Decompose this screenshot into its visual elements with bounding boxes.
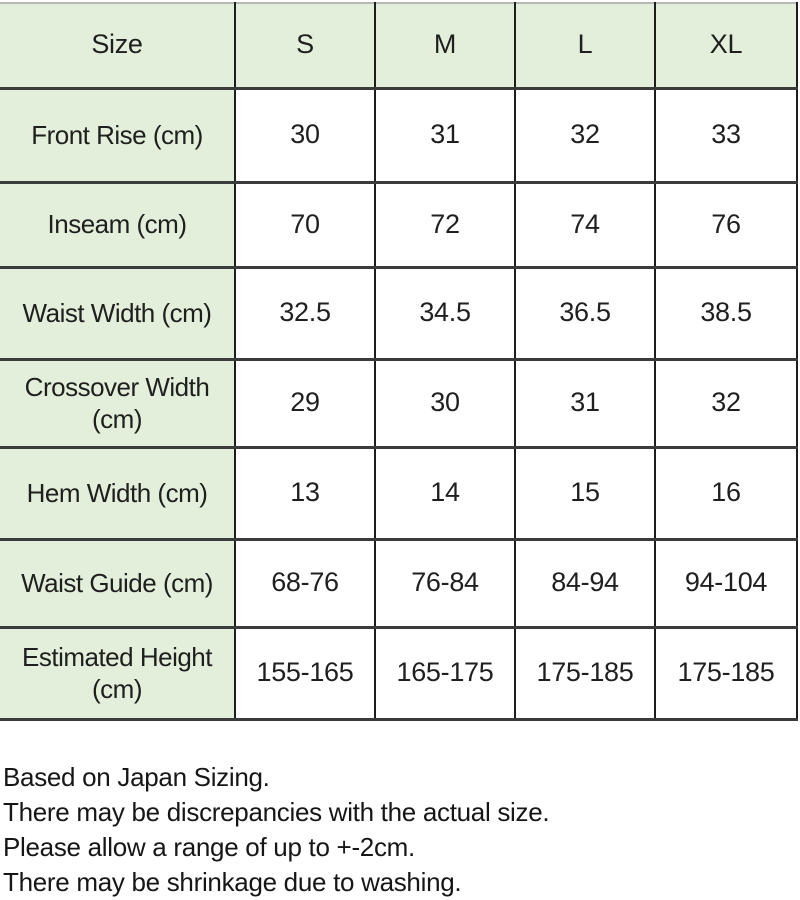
table-row-inseam	[0, 182, 797, 267]
table-cell: 74	[515, 182, 655, 267]
table-cell: 16	[655, 447, 797, 539]
table-cell: 36.5	[515, 267, 655, 359]
table-cell: 32	[655, 359, 797, 447]
row-header-waist-guide: Waist Guide (cm)	[0, 539, 235, 627]
row-header-hem-width: Hem Width (cm)	[0, 447, 235, 539]
table-cell: 94-104	[655, 539, 797, 627]
row-header-inseam: Inseam (cm)	[0, 182, 235, 267]
note-line-shrinkage: There may be shrinkage due to washing.	[3, 867, 462, 897]
table-cell: 155-165	[235, 627, 375, 719]
table-cell: 34.5	[375, 267, 515, 359]
table-cell: 175-185	[655, 627, 797, 719]
table-cell: 165-175	[375, 627, 515, 719]
table-cell: 76-84	[375, 539, 515, 627]
table-cell: 38.5	[655, 267, 797, 359]
size-chart-table	[0, 2, 798, 721]
table-cell: 31	[375, 88, 515, 182]
table-cell: 30	[375, 359, 515, 447]
note-line-discrepancies: There may be discrepancies with the actual size.	[3, 797, 550, 827]
row-header-waist-width: Waist Width (cm)	[0, 267, 235, 359]
column-header-m: M	[375, 3, 515, 88]
table-cell: 14	[375, 447, 515, 539]
row-header-front-rise: Front Rise (cm)	[0, 88, 235, 182]
table-cell: 15	[515, 447, 655, 539]
table-cell: 13	[235, 447, 375, 539]
row-header-estimated-height: Estimated Height (cm)	[0, 627, 235, 719]
column-header-size: Size	[0, 3, 235, 88]
table-cell: 84-94	[515, 539, 655, 627]
table-cell: 31	[515, 359, 655, 447]
table-row-waist-guide	[0, 539, 797, 627]
note-line-japan-sizing: Based on Japan Sizing.	[3, 762, 270, 792]
column-header-s: S	[235, 3, 375, 88]
table-row-crossover-width	[0, 359, 797, 447]
table-cell: 76	[655, 182, 797, 267]
table-row-estimated-height	[0, 627, 797, 719]
table-cell: 30	[235, 88, 375, 182]
sizing-notes	[3, 760, 549, 900]
size-chart-page	[0, 2, 800, 900]
note-line-range: Please allow a range of up to +-2cm.	[3, 832, 415, 862]
table-cell: 175-185	[515, 627, 655, 719]
table-row-hem-width	[0, 447, 797, 539]
row-header-crossover-width: Crossover Width (cm)	[0, 359, 235, 447]
column-header-l: L	[515, 3, 655, 88]
header-row	[0, 3, 797, 88]
table-cell: 32	[515, 88, 655, 182]
table-cell: 32.5	[235, 267, 375, 359]
table-cell: 29	[235, 359, 375, 447]
table-row-waist-width	[0, 267, 797, 359]
table-cell: 70	[235, 182, 375, 267]
table-cell: 68-76	[235, 539, 375, 627]
table-cell: 72	[375, 182, 515, 267]
table-row-front-rise	[0, 88, 797, 182]
column-header-xl: XL	[655, 3, 797, 88]
table-cell: 33	[655, 88, 797, 182]
